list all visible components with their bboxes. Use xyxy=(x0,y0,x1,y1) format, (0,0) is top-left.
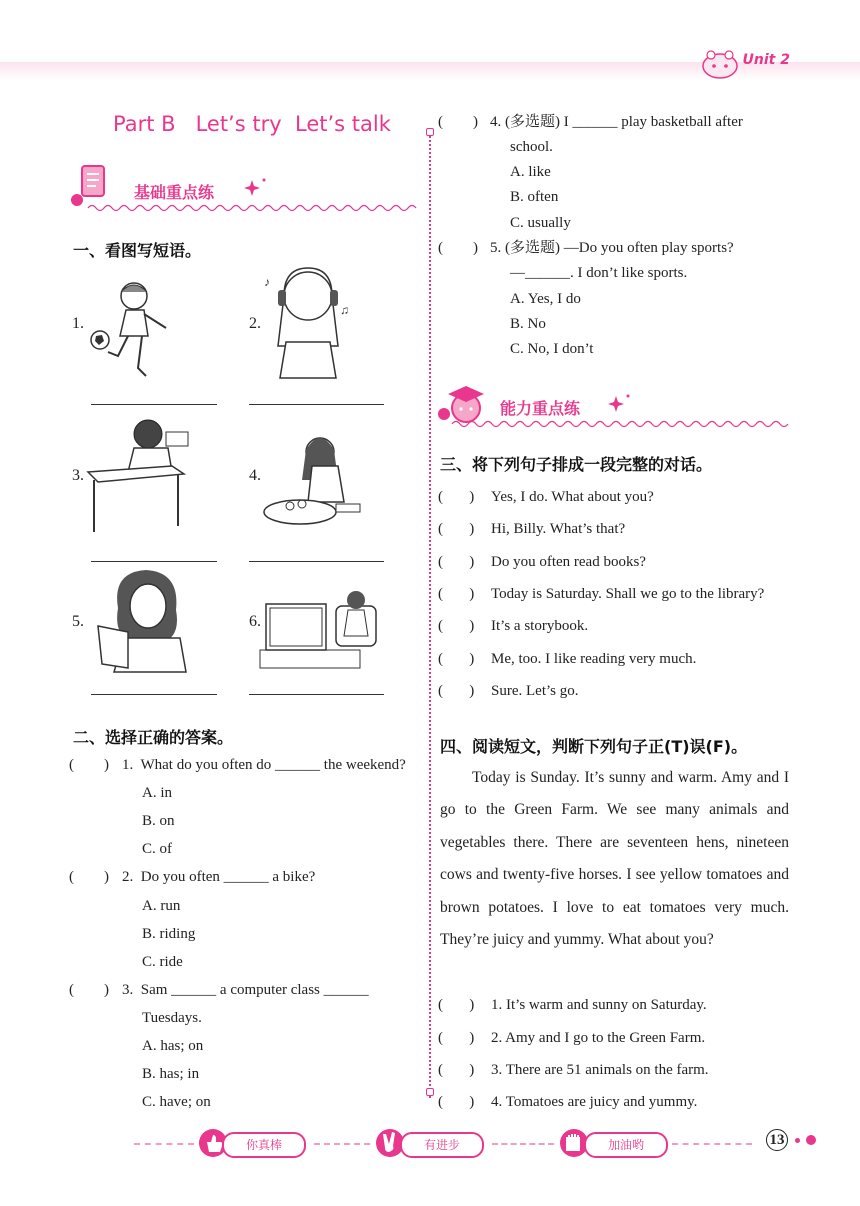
section4-heading: 四、阅读短文，判断下列句子正(T)误(F)。 xyxy=(440,737,748,756)
answer-paren[interactable]: ( ) xyxy=(438,683,475,699)
statement: 1. It’s warm and sunny on Saturday. xyxy=(491,997,707,1013)
answer-line[interactable] xyxy=(91,404,217,405)
question-3: 3. Sam ______ a computer class ______ xyxy=(122,982,369,998)
dialogue-line: Sure. Let’s go. xyxy=(491,683,579,699)
answer-paren[interactable]: ( ) xyxy=(69,869,109,885)
item-number: 2. xyxy=(249,315,261,332)
section3-heading: 三、将下列句子排成一段完整的对话。 xyxy=(440,455,713,474)
question-1: 1. What do you often do ______ the weekend? xyxy=(122,757,406,773)
badge-progress: 有进步 xyxy=(400,1132,484,1158)
option: B. often xyxy=(510,189,559,205)
divider-end xyxy=(426,1088,434,1096)
music-girl-picture xyxy=(264,264,350,382)
option: C. ride xyxy=(142,954,183,970)
dot xyxy=(795,1138,800,1143)
soccer-boy-picture xyxy=(90,278,174,382)
option: B. riding xyxy=(142,926,196,942)
answer-line[interactable] xyxy=(249,404,384,405)
item-number: 5. xyxy=(72,613,84,630)
footer-dash xyxy=(672,1143,752,1145)
page-title: Part B Let’s try Let’s talk xyxy=(113,112,391,136)
notebook-icon xyxy=(70,160,110,206)
answer-paren[interactable]: ( ) xyxy=(438,586,475,602)
answer-paren[interactable]: ( ) xyxy=(438,618,475,634)
footer-dash xyxy=(314,1143,370,1145)
answer-line[interactable] xyxy=(249,694,384,695)
answer-paren[interactable]: ( ) xyxy=(69,757,109,773)
answer-line[interactable] xyxy=(91,694,217,695)
banner-advanced: 能力重点练 xyxy=(500,399,581,418)
badge-great: 你真棒 xyxy=(222,1132,306,1158)
answer-paren[interactable]: ( ) xyxy=(438,1062,475,1078)
washing-girl-picture xyxy=(262,432,366,532)
divider-end xyxy=(426,128,434,136)
question-5: 5. (多选题) —Do you often play sports? xyxy=(490,240,734,256)
answer-paren[interactable]: ( ) xyxy=(438,1030,475,1046)
option: A. run xyxy=(142,898,181,914)
footer-dash xyxy=(492,1143,554,1145)
reading-woman-picture xyxy=(88,568,188,672)
question-5-cont: —______. I don’t like sports. xyxy=(510,265,688,281)
answer-line[interactable] xyxy=(249,561,384,562)
option: B. on xyxy=(142,813,175,829)
question-3-cont: Tuesdays. xyxy=(142,1010,202,1026)
dot xyxy=(806,1135,816,1145)
answer-paren[interactable]: ( ) xyxy=(438,240,478,256)
dialogue-line: Yes, I do. What about you? xyxy=(491,489,654,505)
item-number: 4. xyxy=(249,467,261,484)
tv-girl-picture xyxy=(264,586,388,670)
option: A. has; on xyxy=(142,1038,204,1054)
reading-passage: Today is Sunday. It’s sunny and warm. Amy and I go to the Green Farm. We see many animals and vegetables there. There are seventeen hens, nineteen cows and twenty-five horses. I see yellow tomatoes and brown potatoes. I love to eat tomatoes very much. They’re juicy and yummy. What about you? xyxy=(440,769,789,949)
option: C. usually xyxy=(510,215,571,231)
sparkle-icon xyxy=(244,176,268,196)
dialogue-line: It’s a storybook. xyxy=(491,618,589,634)
svg-text:♪: ♪ xyxy=(264,275,270,289)
answer-paren[interactable]: ( ) xyxy=(438,521,475,537)
footer-dash xyxy=(134,1143,194,1145)
answer-line[interactable] xyxy=(91,561,217,562)
statement: 3. There are 51 animals on the farm. xyxy=(491,1062,709,1078)
statement: 4. Tomatoes are juicy and yummy. xyxy=(491,1094,698,1110)
unit-label: Unit 2 xyxy=(742,52,790,68)
section1-heading: 一、看图写短语。 xyxy=(73,241,202,260)
dialogue-line: Today is Saturday. Shall we go to the library? xyxy=(491,586,765,602)
svg-text:♫: ♫ xyxy=(340,303,349,317)
answer-paren[interactable]: ( ) xyxy=(438,554,475,570)
banner-basic: 基础重点练 xyxy=(134,183,215,202)
statement: 2. Amy and I go to the Green Farm. xyxy=(491,1030,706,1046)
mascot-icon xyxy=(700,44,740,80)
question-2: 2. Do you often ______ a bike? xyxy=(122,869,316,885)
badge-cheer: 加油哟 xyxy=(584,1132,668,1158)
option: A. Yes, I do xyxy=(510,291,581,307)
option: C. No, I don’t xyxy=(510,341,594,357)
question-4: 4. (多选题) I ______ play basketball after xyxy=(490,114,743,130)
dialogue-line: Me, too. I like reading very much. xyxy=(491,651,697,667)
question-4-cont: school. xyxy=(510,139,553,155)
option: C. of xyxy=(142,841,172,857)
dialogue-line: Do you often read books? xyxy=(491,554,646,570)
answer-paren[interactable]: ( ) xyxy=(438,651,475,667)
section2-heading: 二、选择正确的答案。 xyxy=(73,728,234,747)
sparkle-icon xyxy=(608,392,632,412)
option: C. have; on xyxy=(142,1094,211,1110)
wavy-divider xyxy=(88,202,422,214)
item-number: 3. xyxy=(72,467,84,484)
answer-paren[interactable]: ( ) xyxy=(69,982,109,998)
option: A. in xyxy=(142,785,172,801)
answer-paren[interactable]: ( ) xyxy=(438,114,478,130)
option: B. No xyxy=(510,316,546,332)
item-number: 1. xyxy=(72,315,84,332)
option: A. like xyxy=(510,164,551,180)
homework-boy-picture xyxy=(88,412,192,536)
option: B. has; in xyxy=(142,1066,200,1082)
item-number: 6. xyxy=(249,613,261,630)
column-divider xyxy=(429,128,431,1098)
answer-paren[interactable]: ( ) xyxy=(438,997,475,1013)
answer-paren[interactable]: ( ) xyxy=(438,489,475,505)
answer-paren[interactable]: ( ) xyxy=(438,1094,475,1110)
dialogue-line: Hi, Billy. What’s that? xyxy=(491,521,626,537)
page-number: 13 xyxy=(766,1129,788,1151)
wavy-divider xyxy=(452,418,788,430)
